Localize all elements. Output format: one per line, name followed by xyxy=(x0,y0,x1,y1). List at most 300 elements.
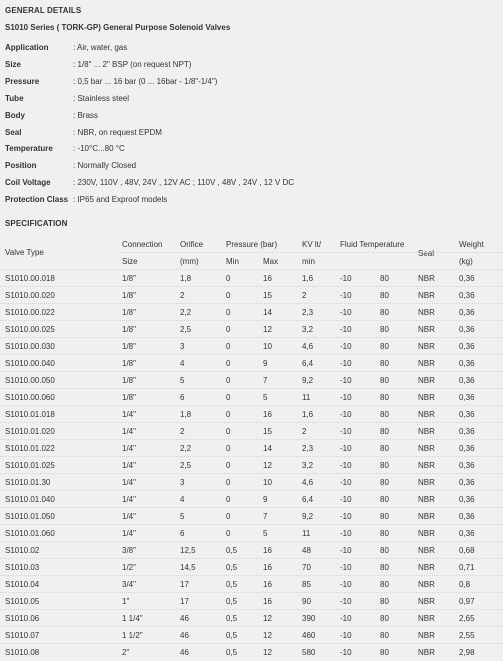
cell-weight: 0,36 xyxy=(459,274,475,283)
detail-value: : Stainless steel xyxy=(73,93,130,103)
cell-orifice: 2,2 xyxy=(180,444,192,454)
cell-pressure-max: 15 xyxy=(263,291,272,301)
cell-temp-min: -10 xyxy=(340,512,352,522)
cell-temp-max: 80 xyxy=(380,512,389,522)
cell-temp-min: -10 xyxy=(340,427,352,437)
cell-orifice: 5 xyxy=(180,376,185,386)
detail-label: Position xyxy=(5,161,37,171)
cell-valve-type: S1010.01.30 xyxy=(5,478,51,488)
cell-weight: 0,68 xyxy=(459,546,475,556)
cell-connection-size: 1/8" xyxy=(122,308,136,318)
detail-label: Protection Class xyxy=(5,195,69,205)
table-row xyxy=(0,643,503,661)
cell-weight: 2,65 xyxy=(459,614,475,624)
cell-seal: NBR xyxy=(418,580,435,590)
cell-temp-min: -10 xyxy=(340,546,352,556)
cell-orifice: 6 xyxy=(180,393,185,403)
cell-temp-min: -10 xyxy=(340,563,352,573)
cell-temp-max: 80 xyxy=(380,614,389,624)
cell-pressure-max: 16 xyxy=(263,580,272,590)
cell-valve-type: S1010.03 xyxy=(5,563,40,573)
cell-valve-type: S1010.00.040 xyxy=(5,359,55,369)
cell-orifice: 3 xyxy=(180,478,185,488)
detail-value: : 0,5 bar ... 16 bar (0 ... 16bar - 1/8"-1/4") xyxy=(73,76,218,86)
cell-connection-size: 1/4" xyxy=(122,461,136,471)
detail-label: Pressure xyxy=(5,76,40,86)
cell-kv: 1,6 xyxy=(302,274,314,283)
cell-orifice: 2,2 xyxy=(180,308,192,318)
cell-seal: NBR xyxy=(418,359,435,369)
cell-connection-size: 1" xyxy=(122,597,130,607)
detail-label: Seal xyxy=(5,127,22,137)
cell-pressure-max: 9 xyxy=(263,359,268,369)
detail-label: Temperature xyxy=(5,144,53,154)
header-fluid-temperature: Fluid Temperature xyxy=(340,240,405,249)
cell-valve-type: S1010.02 xyxy=(5,546,40,556)
cell-valve-type: S1010.01.040 xyxy=(5,495,55,505)
cell-connection-size: 1/8" xyxy=(122,376,136,386)
cell-seal: NBR xyxy=(418,597,435,607)
cell-connection-size: 1 1/4" xyxy=(122,614,143,624)
cell-weight: 0,36 xyxy=(459,529,475,539)
cell-seal: NBR xyxy=(418,444,435,454)
cell-kv: 85 xyxy=(302,580,311,590)
general-detail-row xyxy=(5,42,485,54)
cell-orifice: 12,5 xyxy=(180,546,196,556)
cell-pressure-min: 0 xyxy=(226,478,231,488)
cell-weight: 0,36 xyxy=(459,393,475,403)
cell-valve-type: S1010.01.050 xyxy=(5,512,55,522)
header-valve-type: Valve Type xyxy=(5,248,44,257)
cell-valve-type: S1010.01.022 xyxy=(5,444,55,454)
table-row xyxy=(0,422,503,440)
cell-pressure-min: 0 xyxy=(226,308,231,318)
cell-seal: NBR xyxy=(418,393,435,403)
cell-orifice: 2 xyxy=(180,427,185,437)
header-connection-size: Size xyxy=(122,257,138,266)
cell-weight: 0,36 xyxy=(459,291,475,301)
cell-temp-min: -10 xyxy=(340,529,352,539)
cell-seal: NBR xyxy=(418,478,435,488)
header-connection: Connection xyxy=(122,240,163,249)
cell-kv: 390 xyxy=(302,614,316,624)
cell-seal: NBR xyxy=(418,614,435,624)
cell-temp-min: -10 xyxy=(340,478,352,488)
cell-valve-type: S1010.00.022 xyxy=(5,308,55,318)
cell-pressure-min: 0,5 xyxy=(226,546,238,556)
cell-temp-min: -10 xyxy=(340,444,352,454)
cell-pressure-min: 0 xyxy=(226,427,231,437)
header-pressure: Pressure (bar) xyxy=(226,240,278,249)
cell-pressure-max: 12 xyxy=(263,614,272,624)
cell-pressure-max: 7 xyxy=(263,512,268,522)
cell-kv: 2,3 xyxy=(302,444,314,454)
cell-seal: NBR xyxy=(418,308,435,318)
cell-temp-min: -10 xyxy=(340,580,352,590)
detail-value: : 1/8" ... 2" BSP (on request NPT) xyxy=(73,59,192,69)
detail-label: Application xyxy=(5,43,49,52)
cell-pressure-max: 12 xyxy=(263,461,272,471)
cell-orifice: 2,5 xyxy=(180,461,192,471)
cell-valve-type: S1010.00.060 xyxy=(5,393,55,403)
cell-orifice: 17 xyxy=(180,580,189,590)
cell-temp-min: -10 xyxy=(340,376,352,386)
header-pressure-max: Max xyxy=(263,257,279,266)
cell-kv: 70 xyxy=(302,563,311,573)
series-title: S1010 Series ( TORK-GP) General Purpose Solenoid Valves xyxy=(5,23,231,32)
cell-weight: 0,36 xyxy=(459,325,475,335)
cell-pressure-max: 5 xyxy=(263,393,268,403)
cell-pressure-max: 5 xyxy=(263,529,268,539)
cell-pressure-min: 0 xyxy=(226,495,231,505)
cell-kv: 90 xyxy=(302,597,311,607)
header-pressure-min: Min xyxy=(226,257,239,266)
cell-weight: 0,36 xyxy=(459,359,475,369)
cell-kv: 2 xyxy=(302,427,307,437)
cell-pressure-min: 0 xyxy=(226,376,231,386)
cell-temp-min: -10 xyxy=(340,495,352,505)
cell-orifice: 4 xyxy=(180,495,185,505)
cell-temp-max: 80 xyxy=(380,427,389,437)
cell-temp-min: -10 xyxy=(340,325,352,335)
cell-kv: 11 xyxy=(302,393,311,403)
header-kv: KV lt/ xyxy=(302,240,322,249)
cell-temp-min: -10 xyxy=(340,648,352,658)
cell-connection-size: 1/4" xyxy=(122,495,136,505)
table-row xyxy=(0,575,503,593)
table-row xyxy=(0,507,503,525)
cell-weight: 0,36 xyxy=(459,342,475,352)
cell-temp-min: -10 xyxy=(340,291,352,301)
cell-orifice: 14,5 xyxy=(180,563,196,573)
cell-kv: 6,4 xyxy=(302,495,314,505)
cell-connection-size: 1/4" xyxy=(122,478,136,488)
cell-seal: NBR xyxy=(418,563,435,573)
cell-pressure-max: 9 xyxy=(263,495,268,505)
general-detail-row xyxy=(5,143,485,155)
table-row xyxy=(0,626,503,644)
cell-temp-max: 80 xyxy=(380,648,389,658)
detail-label: Body xyxy=(5,110,25,120)
general-detail-row xyxy=(5,76,485,88)
table-row xyxy=(0,405,503,423)
header-weight-unit: (kg) xyxy=(459,257,473,266)
cell-seal: NBR xyxy=(418,512,435,522)
cell-weight: 0,97 xyxy=(459,597,475,607)
cell-temp-max: 80 xyxy=(380,410,389,420)
cell-pressure-min: 0 xyxy=(226,393,231,403)
cell-connection-size: 1/8" xyxy=(122,342,136,352)
detail-value: : IP65 and Exproof models xyxy=(73,195,168,205)
cell-pressure-max: 12 xyxy=(263,648,272,658)
cell-pressure-max: 15 xyxy=(263,427,272,437)
cell-seal: NBR xyxy=(418,427,435,437)
cell-temp-max: 80 xyxy=(380,444,389,454)
cell-orifice: 46 xyxy=(180,631,189,641)
cell-pressure-min: 0 xyxy=(226,342,231,352)
cell-temp-max: 80 xyxy=(380,342,389,352)
cell-weight: 0,8 xyxy=(459,580,471,590)
cell-seal: NBR xyxy=(418,410,435,420)
cell-pressure-min: 0 xyxy=(226,359,231,369)
cell-connection-size: 1/8" xyxy=(122,393,136,403)
header-orifice-unit: (mm) xyxy=(180,257,199,266)
cell-kv: 48 xyxy=(302,546,311,556)
cell-orifice: 1,8 xyxy=(180,410,192,420)
table-row xyxy=(0,337,503,355)
cell-temp-min: -10 xyxy=(340,308,352,318)
table-row xyxy=(0,558,503,576)
cell-seal: NBR xyxy=(418,461,435,471)
detail-value: : NBR, on request EPDM xyxy=(73,127,162,137)
cell-seal: NBR xyxy=(418,529,435,539)
cell-pressure-max: 16 xyxy=(263,597,272,607)
cell-connection-size: 1/4" xyxy=(122,427,136,437)
cell-pressure-min: 0 xyxy=(226,461,231,471)
cell-valve-type: S1010.07 xyxy=(5,631,40,641)
cell-connection-size: 2" xyxy=(122,648,130,658)
cell-pressure-max: 16 xyxy=(263,563,272,573)
detail-label: Tube xyxy=(5,93,24,103)
detail-label: Size xyxy=(5,59,22,69)
cell-weight: 0,36 xyxy=(459,461,475,471)
table-row xyxy=(0,490,503,508)
cell-temp-max: 80 xyxy=(380,563,389,573)
cell-valve-type: S1010.01.025 xyxy=(5,461,55,471)
cell-seal: NBR xyxy=(418,342,435,352)
cell-valve-type: S1010.06 xyxy=(5,614,40,624)
cell-orifice: 3 xyxy=(180,342,185,352)
cell-connection-size: 1/4" xyxy=(122,512,136,522)
detail-value: : Air, water, gas xyxy=(73,43,128,52)
cell-connection-size: 1/8" xyxy=(122,274,136,283)
cell-pressure-min: 0,5 xyxy=(226,631,238,641)
cell-kv: 3,2 xyxy=(302,461,314,471)
cell-pressure-min: 0 xyxy=(226,444,231,454)
cell-kv: 11 xyxy=(302,529,311,539)
table-row xyxy=(0,286,503,304)
general-detail-row xyxy=(5,194,485,206)
cell-orifice: 5 xyxy=(180,512,185,522)
cell-kv: 4,6 xyxy=(302,478,314,488)
cell-seal: NBR xyxy=(418,274,435,283)
table-row xyxy=(0,371,503,389)
cell-temp-max: 80 xyxy=(380,274,389,283)
general-detail-row xyxy=(5,160,485,172)
cell-pressure-min: 0 xyxy=(226,274,231,283)
table-row xyxy=(0,303,503,321)
cell-seal: NBR xyxy=(418,291,435,301)
cell-pressure-max: 14 xyxy=(263,444,272,454)
cell-temp-max: 80 xyxy=(380,597,389,607)
cell-temp-min: -10 xyxy=(340,631,352,641)
cell-valve-type: S1010.05 xyxy=(5,597,40,607)
cell-temp-min: -10 xyxy=(340,342,352,352)
cell-temp-min: -10 xyxy=(340,597,352,607)
cell-pressure-min: 0 xyxy=(226,512,231,522)
cell-orifice: 6 xyxy=(180,529,185,539)
cell-valve-type: S1010.00.030 xyxy=(5,342,55,352)
general-detail-row xyxy=(5,93,485,105)
cell-pressure-max: 7 xyxy=(263,376,268,386)
cell-weight: 0,36 xyxy=(459,495,475,505)
cell-orifice: 1,8 xyxy=(180,274,192,283)
cell-valve-type: S1010.01.020 xyxy=(5,427,55,437)
cell-kv: 1,6 xyxy=(302,410,314,420)
detail-value: : Brass xyxy=(73,110,98,120)
general-detail-row xyxy=(5,177,485,189)
cell-temp-max: 80 xyxy=(380,291,389,301)
cell-pressure-min: 0,5 xyxy=(226,563,238,573)
general-details-heading: GENERAL DETAILS xyxy=(5,6,82,15)
cell-pressure-min: 0 xyxy=(226,325,231,335)
cell-weight: 2,98 xyxy=(459,648,475,658)
specification-heading: SPECIFICATION xyxy=(5,219,68,228)
cell-pressure-min: 0,5 xyxy=(226,597,238,607)
cell-temp-max: 80 xyxy=(380,529,389,539)
cell-orifice: 2 xyxy=(180,291,185,301)
cell-temp-max: 80 xyxy=(380,631,389,641)
cell-temp-max: 80 xyxy=(380,376,389,386)
cell-kv: 9,2 xyxy=(302,512,314,522)
cell-temp-max: 80 xyxy=(380,478,389,488)
cell-weight: 0,36 xyxy=(459,512,475,522)
cell-weight: 0,36 xyxy=(459,410,475,420)
table-row xyxy=(0,320,503,338)
cell-connection-size: 1/4" xyxy=(122,444,136,454)
table-row xyxy=(0,388,503,406)
cell-connection-size: 1/2" xyxy=(122,563,136,573)
cell-temp-max: 80 xyxy=(380,546,389,556)
cell-connection-size: 3/8" xyxy=(122,546,136,556)
general-detail-row xyxy=(5,59,485,71)
detail-label: Coil Voltage xyxy=(5,178,51,188)
general-detail-row xyxy=(5,127,485,139)
cell-temp-max: 80 xyxy=(380,325,389,335)
cell-kv: 6,4 xyxy=(302,359,314,369)
cell-valve-type: S1010.04 xyxy=(5,580,40,590)
cell-weight: 2,55 xyxy=(459,631,475,641)
cell-temp-min: -10 xyxy=(340,410,352,420)
cell-pressure-max: 14 xyxy=(263,308,272,318)
detail-value: : -10°C...80 °C xyxy=(73,144,125,154)
cell-seal: NBR xyxy=(418,546,435,556)
table-row xyxy=(0,269,503,287)
cell-pressure-min: 0,5 xyxy=(226,614,238,624)
cell-temp-min: -10 xyxy=(340,359,352,369)
cell-kv: 580 xyxy=(302,648,316,658)
cell-pressure-max: 10 xyxy=(263,342,272,352)
cell-temp-min: -10 xyxy=(340,393,352,403)
cell-temp-max: 80 xyxy=(380,308,389,318)
cell-pressure-max: 16 xyxy=(263,274,272,283)
cell-pressure-max: 16 xyxy=(263,410,272,420)
cell-orifice: 46 xyxy=(180,648,189,658)
cell-seal: NBR xyxy=(418,495,435,505)
cell-pressure-max: 12 xyxy=(263,631,272,641)
cell-orifice: 2,5 xyxy=(180,325,192,335)
cell-pressure-max: 16 xyxy=(263,546,272,556)
cell-weight: 0,36 xyxy=(459,444,475,454)
cell-valve-type: S1010.00.050 xyxy=(5,376,55,386)
table-row xyxy=(0,524,503,542)
cell-pressure-min: 0,5 xyxy=(226,648,238,658)
cell-connection-size: 1/8" xyxy=(122,291,136,301)
cell-temp-min: -10 xyxy=(340,614,352,624)
cell-pressure-min: 0 xyxy=(226,291,231,301)
cell-kv: 460 xyxy=(302,631,316,641)
table-row xyxy=(0,354,503,372)
cell-connection-size: 1 1/2" xyxy=(122,631,143,641)
cell-valve-type: S1010.00.018 xyxy=(5,274,55,283)
cell-weight: 0,36 xyxy=(459,427,475,437)
cell-seal: NBR xyxy=(418,325,435,335)
cell-kv: 2 xyxy=(302,291,307,301)
cell-valve-type: S1010.08 xyxy=(5,648,40,658)
cell-connection-size: 1/4" xyxy=(122,529,136,539)
header-weight: Weight xyxy=(459,240,484,249)
header-kv-unit: min xyxy=(302,257,315,266)
cell-temp-max: 80 xyxy=(380,393,389,403)
table-row xyxy=(0,541,503,559)
cell-valve-type: S1010.00.025 xyxy=(5,325,55,335)
detail-value: : Normally Closed xyxy=(73,161,137,171)
cell-temp-max: 80 xyxy=(380,580,389,590)
cell-weight: 0,36 xyxy=(459,376,475,386)
cell-pressure-min: 0,5 xyxy=(226,580,238,590)
cell-weight: 0,36 xyxy=(459,478,475,488)
cell-pressure-min: 0 xyxy=(226,529,231,539)
cell-orifice: 4 xyxy=(180,359,185,369)
cell-connection-size: 3/4" xyxy=(122,580,136,590)
cell-kv: 2,3 xyxy=(302,308,314,318)
detail-value: : 230V, 110V , 48V, 24V , 12V AC ; 110V , 48V , 24V , 12 V DC xyxy=(73,178,295,188)
cell-weight: 0,71 xyxy=(459,563,475,573)
general-detail-row xyxy=(5,110,485,122)
table-row xyxy=(0,439,503,457)
cell-pressure-min: 0 xyxy=(226,410,231,420)
table-row xyxy=(0,456,503,474)
cell-valve-type: S1010.01.060 xyxy=(5,529,55,539)
cell-temp-min: -10 xyxy=(340,274,352,283)
table-row xyxy=(0,473,503,491)
cell-kv: 3,2 xyxy=(302,325,314,335)
cell-connection-size: 1/8" xyxy=(122,325,136,335)
cell-temp-min: -10 xyxy=(340,461,352,471)
cell-connection-size: 1/8" xyxy=(122,359,136,369)
cell-kv: 9,2 xyxy=(302,376,314,386)
cell-pressure-max: 12 xyxy=(263,325,272,335)
table-row xyxy=(0,592,503,610)
cell-orifice: 46 xyxy=(180,614,189,624)
cell-valve-type: S1010.00.020 xyxy=(5,291,55,301)
cell-connection-size: 1/4" xyxy=(122,410,136,420)
cell-orifice: 17 xyxy=(180,597,189,607)
cell-seal: NBR xyxy=(418,648,435,658)
header-orifice: Orifice xyxy=(180,240,204,249)
cell-weight: 0,36 xyxy=(459,308,475,318)
table-row xyxy=(0,609,503,627)
cell-temp-max: 80 xyxy=(380,359,389,369)
cell-valve-type: S1010.01.018 xyxy=(5,410,55,420)
cell-kv: 4,6 xyxy=(302,342,314,352)
cell-seal: NBR xyxy=(418,631,435,641)
cell-pressure-max: 10 xyxy=(263,478,272,488)
header-seal: Seal xyxy=(418,249,435,258)
cell-temp-max: 80 xyxy=(380,495,389,505)
cell-temp-max: 80 xyxy=(380,461,389,471)
cell-seal: NBR xyxy=(418,376,435,386)
